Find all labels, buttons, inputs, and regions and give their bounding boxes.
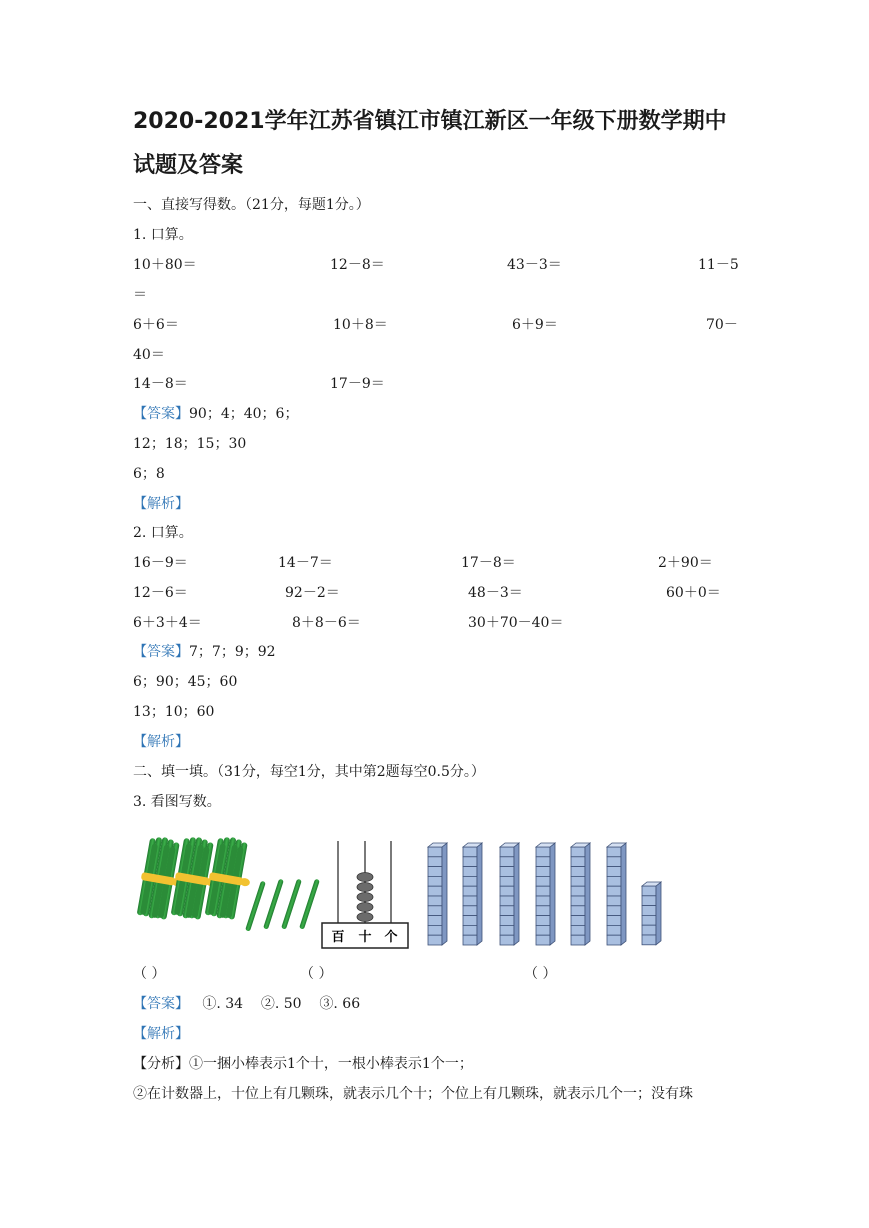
answer-text: ①. 34 ②. 50 ③. 66 <box>189 996 361 1012</box>
q2-answer-line-3: 13；10；60 <box>133 704 215 720</box>
q1-expr: 6＋9＝ <box>512 317 558 333</box>
q3-analysis-tag: 【解析】 <box>133 1026 189 1042</box>
q2-expr: 60＋0＝ <box>666 585 721 601</box>
q3-label: 3. 看图写数。 <box>133 794 221 810</box>
abacus-counter <box>322 841 408 948</box>
q2-expr: 48－3＝ <box>468 585 523 601</box>
q1-expr: 11－5 <box>698 257 739 273</box>
ten-cube-rod-icon <box>463 843 482 945</box>
ten-cube-rod-icon <box>500 843 519 945</box>
q2-expr: 2＋90＝ <box>658 555 713 571</box>
q2-expr: 92－2＝ <box>285 585 340 601</box>
single-stick-icon <box>263 879 284 930</box>
q1-expr: 17－9＝ <box>330 376 385 392</box>
single-stick-icon <box>281 879 302 930</box>
ten-cube-rod-icon <box>536 843 555 945</box>
single-stick-icon <box>245 881 266 932</box>
cube-columns <box>428 843 661 945</box>
q1-answer <box>133 404 298 424</box>
q1-expr-cont: 40＝ <box>133 347 165 363</box>
q1-expr: 14－8＝ <box>133 376 188 392</box>
one-cubes-stack-icon <box>642 882 661 945</box>
section-1-heading: 一、直接写得数。（21分，每题1分。） <box>133 197 370 213</box>
q3-blank-1[interactable]: （ ） <box>133 966 166 982</box>
q3-blank-2[interactable]: （ ） <box>300 966 333 982</box>
answer-tag: 【答案】 <box>133 406 189 422</box>
q1-expr: 10＋8＝ <box>333 317 388 333</box>
q1-expr: 43－3＝ <box>507 257 562 273</box>
q2-expr: 6＋3＋4＝ <box>133 615 202 631</box>
single-stick-icon <box>299 879 320 930</box>
q3-blank-3[interactable]: （ ） <box>524 966 557 982</box>
q1-label: 1. 口算。 <box>133 227 193 243</box>
answer-tag: 【答案】 <box>133 996 189 1012</box>
ten-cube-rod-icon <box>571 843 590 945</box>
ten-cube-rod-icon <box>428 843 447 945</box>
q1-expr: 12－8＝ <box>330 257 385 273</box>
section-2-heading: 二、填一填。（31分，每空1分，其中第2题每空0.5分。） <box>133 764 485 780</box>
q2-expr: 16－9＝ <box>133 555 188 571</box>
page-title <box>133 100 753 188</box>
q3-figure <box>133 835 693 960</box>
q2-expr: 17－8＝ <box>461 555 516 571</box>
title-line-1: 2020-2021学年江苏省镇江市镇江新区一年级下册数学期中 <box>133 109 727 134</box>
q2-analysis-tag: 【解析】 <box>133 734 189 750</box>
q2-answer-line-2: 6；90；45；60 <box>133 674 238 690</box>
title-line-2: 试题及答案 <box>133 153 244 178</box>
q1-expr: 6＋6＝ <box>133 317 179 333</box>
q1-answer-line-2: 12；18；15；30 <box>133 436 247 452</box>
q2-expr: 14－7＝ <box>278 555 333 571</box>
q1-expr: 70－ <box>706 317 738 333</box>
q1-expr-cont: ＝ <box>133 287 147 303</box>
answer-text: 90；4；40；6； <box>189 406 299 422</box>
q2-label: 2. 口算。 <box>133 525 193 541</box>
q3-analysis-line-1: 【分析】①一捆小棒表示1个十，一根小棒表示1个一； <box>133 1056 473 1072</box>
ten-cube-rod-icon <box>607 843 626 945</box>
abacus-label-tens: 十 <box>358 930 372 945</box>
q1-expr: 10＋80＝ <box>133 257 197 273</box>
q2-expr: 8＋8－6＝ <box>292 615 361 631</box>
q2-expr: 30＋70－40＝ <box>468 615 564 631</box>
q3-answer <box>133 994 360 1014</box>
q3-analysis-line-2: ②在计数器上，十位上有几颗珠，就表示几个十；个位上有几颗珠，就表示几个一；没有珠 <box>133 1086 693 1102</box>
q2-expr: 12－6＝ <box>133 585 188 601</box>
answer-tag: 【答案】 <box>133 644 189 660</box>
q2-answer <box>133 642 276 662</box>
answer-text: 7；7；9；92 <box>189 644 276 660</box>
abacus-label-hundreds: 百 <box>331 930 345 945</box>
q1-analysis-tag: 【解析】 <box>133 496 189 512</box>
abacus-label-ones: 个 <box>384 930 398 945</box>
q1-answer-line-3: 6；8 <box>133 466 165 482</box>
